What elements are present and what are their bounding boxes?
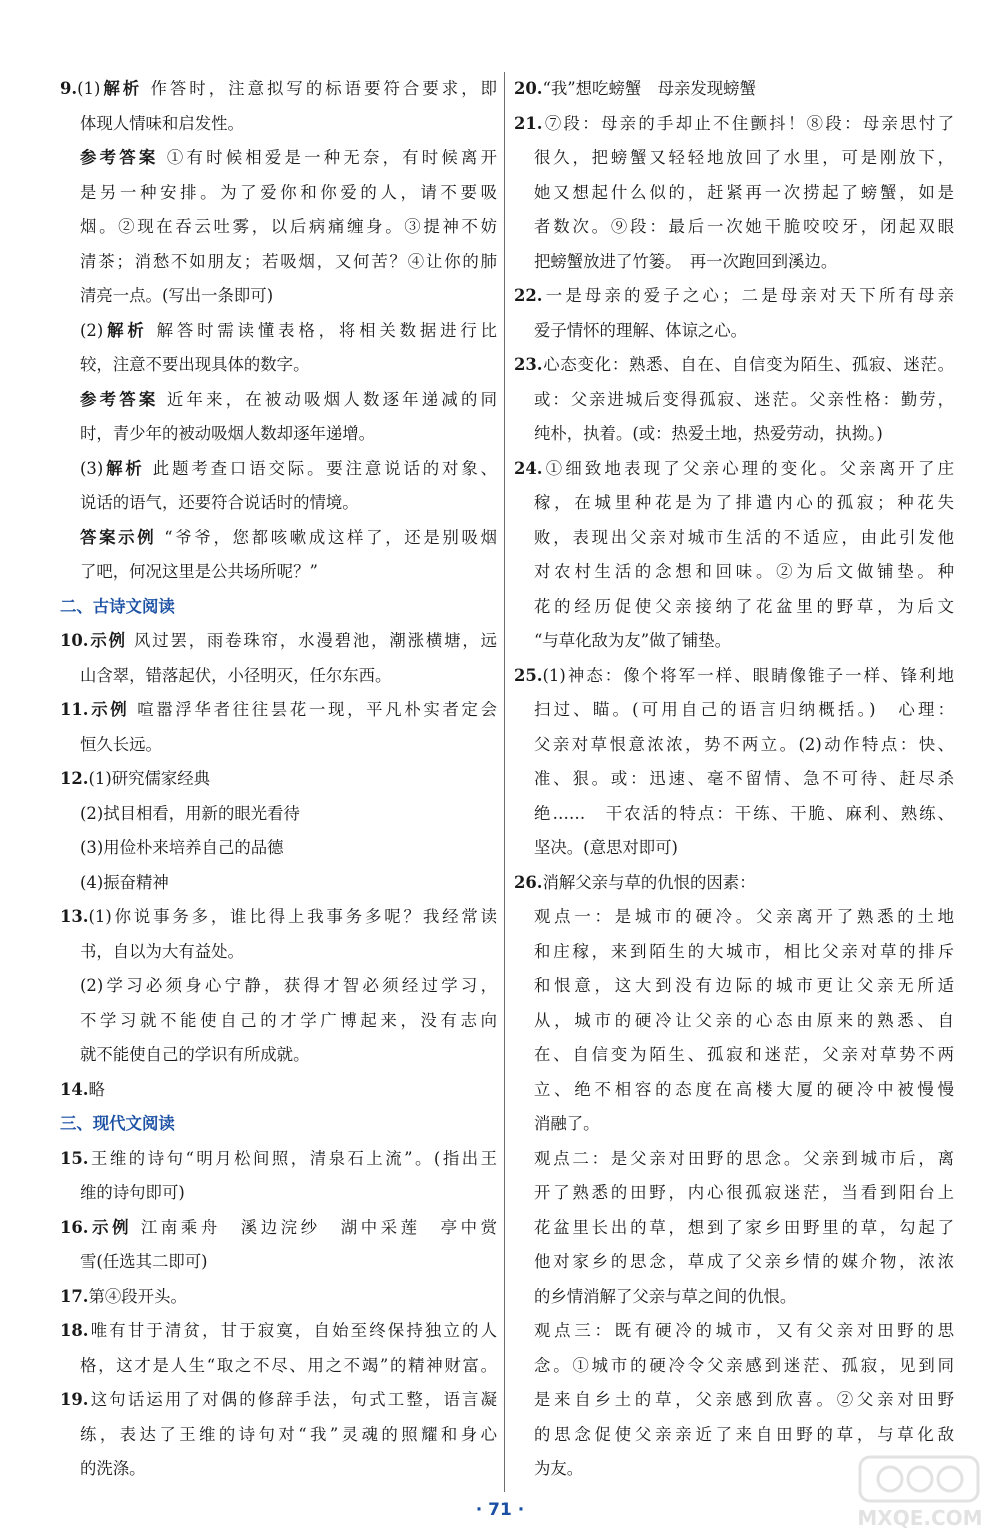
right-line [514, 314, 954, 349]
left-line [60, 659, 497, 694]
answer-text: 维的诗句即可) [80, 1183, 185, 1202]
left-line [60, 831, 497, 866]
left-line [60, 969, 497, 1004]
section-heading: 二、古诗文阅读 [60, 596, 175, 616]
left-line [60, 486, 497, 521]
answer-text: 心态变化：熟悉、自在、自信变为陌生、孤寂、迷茫。 [542, 355, 954, 374]
answer-text: 或：父亲进城后变得孤寂、迷茫。父亲性格：勤劳， [534, 389, 954, 409]
left-line [60, 590, 497, 625]
answer-text: 对农村生活的念想和回味。②为后文做铺垫。种 [534, 562, 954, 581]
right-line [514, 486, 954, 521]
answer-text: 的乡情消解了父亲与草之间的仇恨。 [534, 1286, 797, 1306]
right-line [514, 555, 954, 590]
right-line [514, 141, 954, 176]
answer-text: 消解父亲与草的仇恨的因素： [542, 872, 756, 892]
right-line [514, 797, 954, 832]
answer-text: 是另一种安排。为了爱你和你爱的人，请不要吸 [80, 182, 497, 202]
right-line [514, 1383, 954, 1418]
left-line [60, 141, 497, 176]
question-number: 25. [514, 665, 543, 685]
left-line [60, 1107, 497, 1142]
right-line [514, 521, 954, 556]
answer-text: 父亲对草恨意浓浓，势不两立。(2)动作特点：快、 [534, 734, 954, 754]
page-number-value: 71 [488, 1500, 512, 1520]
right-line [514, 72, 954, 107]
right-line [514, 1073, 954, 1108]
left-line [60, 1452, 497, 1487]
answer-text: (3) [80, 458, 104, 478]
left-line [60, 900, 497, 935]
answer-text: 为友。 [534, 1459, 584, 1478]
answer-text: 的洗涤。 [80, 1459, 146, 1478]
right-line [514, 1038, 954, 1073]
answer-text: 者数次。⑨段：最后一次她干脆咬咬牙，闭起双眼 [534, 217, 954, 236]
answer-text: 近年来，在被动吸烟人数逐年递减的同 [166, 389, 497, 409]
answer-text: (2) [80, 320, 104, 340]
answer-text: (1)神态：像个将军一样、眼睛像锥子一样、锋利地 [542, 665, 954, 685]
left-line [60, 245, 497, 280]
answer-text: 扫过、瞄。(可用自己的语言归纳概括。) 心理： [534, 700, 954, 719]
left-line [60, 314, 497, 349]
answer-text: 书，自以为大有益处。 [80, 941, 244, 961]
question-number: 14. [60, 1079, 89, 1099]
answer-text: 了吧，何况这里是公共场所呢？” [80, 562, 318, 581]
right-line [514, 245, 954, 280]
right-line [514, 176, 954, 211]
left-line [60, 624, 497, 659]
right-line [514, 279, 954, 314]
answer-text: ⑦段：母亲的手却止不住颤抖！⑧段：母亲思忖了 [542, 113, 954, 133]
left-line [60, 1142, 497, 1177]
left-line [60, 417, 497, 452]
question-number: 13. [60, 907, 89, 926]
answer-text: 不学习就不能使自己的才学广博起来，没有志向 [80, 1010, 497, 1030]
left-line [60, 521, 497, 556]
right-column [514, 72, 954, 1487]
right-line [514, 1245, 954, 1280]
right-line [514, 762, 954, 797]
question-number: 26. [514, 872, 543, 892]
answer-label: 解析 [103, 320, 148, 340]
right-line [514, 1004, 954, 1039]
right-line [514, 624, 954, 659]
question-number: 20. [514, 79, 543, 98]
answer-text: 时，青少年的被动吸烟人数却逐年递增。 [80, 424, 376, 443]
answer-text: 爱子情怀的理解、体谅之心。 [534, 320, 748, 340]
question-number: 21. [514, 113, 543, 133]
right-line [514, 1314, 954, 1349]
answer-text: 观点二：是父亲对田野的思念。父亲到城市后，离 [534, 1148, 954, 1168]
answer-text: 立、绝不相容的态度在高楼大厦的硬冷中被慢慢 [534, 1079, 954, 1099]
answer-text: 较，注意不要出现具体的数字。 [80, 355, 310, 374]
left-line [60, 348, 497, 383]
right-line [514, 831, 954, 866]
answer-text: 消融了。 [534, 1114, 600, 1133]
answer-text: 花的经历促使父亲接纳了花盆里的野草，为后文 [534, 596, 954, 616]
answer-text: 的思念促使父亲亲近了来自田野的草，与草化敌 [534, 1424, 954, 1444]
right-line [514, 210, 954, 245]
answer-text: 王维的诗句“明月松间照，清泉石上流”。(指出王 [88, 1148, 497, 1168]
answer-text: 作答时，注意拟写的标语要符合要求，即 [150, 79, 497, 98]
answer-text: (3)用俭朴来培养自己的品德 [80, 838, 284, 857]
answer-text: 很久，把螃蟹又轻轻地放回了水里，可是刚放下， [534, 148, 954, 167]
answer-text: ①有时候相爱是一种无奈，有时候离开 [166, 148, 497, 167]
left-line [60, 107, 497, 142]
question-number: 9. [60, 79, 78, 98]
answer-label: 解析 [103, 458, 145, 478]
answer-label: 参考答案 [80, 389, 159, 409]
right-line [514, 452, 954, 487]
answer-text: “与草化敌为友”做了铺垫。 [534, 631, 732, 650]
right-line [514, 348, 954, 383]
answer-text: 花盆里长出的草，想到了家乡田野里的草，勾起了 [534, 1217, 954, 1237]
answer-text: 坚决。(意思对即可) [534, 838, 678, 857]
right-line [514, 693, 954, 728]
watermark-text: MXQE.COM [857, 1506, 983, 1530]
left-line [60, 1349, 497, 1384]
answer-text: (1) [77, 79, 101, 98]
answer-text: 体现人情味和启发性。 [80, 113, 244, 133]
answer-label: 解析 [100, 79, 143, 98]
answer-label: 示例 [88, 700, 130, 719]
left-line [60, 866, 497, 901]
answer-text: 第④段开头。 [88, 1286, 187, 1306]
left-line [60, 210, 497, 245]
answer-text: 败，表现出父亲对城市生活的不适应，由此引发他 [534, 527, 954, 547]
answer-text: 解答时需读懂表格，将相关数据进行比 [156, 320, 497, 340]
right-line [514, 1349, 954, 1384]
left-line [60, 1280, 497, 1315]
right-line [514, 1142, 954, 1177]
question-number: 18. [60, 1321, 89, 1340]
section-heading: 三、现代文阅读 [60, 1114, 175, 1133]
answer-text: 观点三：既有硬冷的城市，又有父亲对田野的思 [534, 1321, 954, 1340]
left-line [60, 72, 497, 107]
left-line [60, 1383, 497, 1418]
left-line [60, 1038, 497, 1073]
right-line [514, 1418, 954, 1453]
right-line [514, 107, 954, 142]
left-line [60, 1314, 497, 1349]
right-line [514, 417, 954, 452]
answer-text: 练，表达了王维的诗句对“我”灵魂的照耀和身心 [80, 1424, 497, 1444]
answer-text: (2)学习必须身心宁静，获得才智必须经过学习， [80, 976, 497, 995]
left-line [60, 797, 497, 832]
left-line [60, 555, 497, 590]
right-line [514, 969, 954, 1004]
left-line [60, 279, 497, 314]
answer-text: 从，城市的硬冷让父亲的心态由原来的熟悉、自 [534, 1010, 954, 1030]
question-number: 22. [514, 286, 543, 305]
answer-text: 烟。②现在吞云吐雾，以后病痛缠身。③提神不妨 [80, 217, 497, 236]
answer-text: 在、自信变为陌生、孤寂和迷茫，父亲对草势不两 [534, 1045, 954, 1064]
left-line [60, 1211, 497, 1246]
answer-text: 此题考查口语交际。要注意说话的对象、 [152, 458, 497, 478]
answer-text: 和庄稼，来到陌生的大城市，相比父亲对草的排斥 [534, 941, 954, 961]
answer-text: 绝…… 干农活的特点：干练、干脆、麻利、熟练、 [534, 803, 954, 823]
question-number: 16. [60, 1217, 89, 1237]
question-number: 24. [514, 458, 543, 478]
answer-text: 她又想起什么似的，赶紧再一次捞起了螃蟹，如是 [534, 182, 954, 202]
left-line [60, 1004, 497, 1039]
right-line [514, 866, 954, 901]
answer-text: 清亮一点。(写出一条即可) [80, 286, 274, 305]
answer-label: 答案示例 [80, 527, 157, 547]
answer-text: 这句话运用了对偶的修辞手法，句式工整，语言凝 [88, 1390, 497, 1409]
answer-text: 说话的语气，还要符合说话时的情境。 [80, 493, 359, 512]
answer-text: 就不能使自己的学识有所成就。 [80, 1045, 310, 1064]
answer-label: 示例 [88, 1217, 133, 1237]
left-line [60, 1418, 497, 1453]
answer-text: 喧嚣浮华者往往昙花一现，平凡朴实者定会 [137, 700, 497, 719]
left-line [60, 728, 497, 763]
left-line [60, 693, 497, 728]
answer-text: (2)拭目相看，用新的眼光看待 [80, 803, 300, 823]
question-number: 10. [60, 631, 89, 650]
right-line [514, 1280, 954, 1315]
answer-text: 纯朴，执着。(或：热爱土地，热爱劳动，执拗。) [534, 424, 883, 443]
answer-text: 和恨意，这大到没有边际的城市更让父亲无所适 [534, 976, 954, 995]
answer-text: 他对家乡的思念，草成了父亲乡情的媒介物，浓浓 [534, 1252, 954, 1271]
answer-text: 一是母亲的爱子之心；二是母亲对天下所有母亲 [542, 286, 954, 305]
right-line [514, 590, 954, 625]
left-line [60, 1245, 497, 1280]
left-line [60, 1176, 497, 1211]
column-divider [504, 72, 505, 1492]
question-number: 17. [60, 1286, 89, 1306]
answer-text: 风过罢，雨卷珠帘，水漫碧池，潮涨横塘，远 [133, 631, 497, 650]
right-line [514, 900, 954, 935]
right-line [514, 383, 954, 418]
watermark-logo [854, 1453, 986, 1531]
page-number: · 71 · [475, 1500, 525, 1520]
answer-text: ①细致地表现了父亲心理的变化。父亲离开了庄 [542, 458, 954, 478]
left-line [60, 1073, 497, 1108]
answer-label: 示例 [88, 631, 127, 650]
question-number: 23. [514, 355, 543, 374]
answer-text: (1)你说事务多，谁比得上我事务多呢？我经常读 [88, 907, 497, 926]
question-number: 15. [60, 1148, 89, 1168]
left-line [60, 452, 497, 487]
right-line [514, 728, 954, 763]
question-number: 11. [60, 700, 89, 719]
answer-text: (1)研究儒家经典 [88, 769, 211, 788]
answer-text: 稼，在城里种花是为了排遣内心的孤寂；种花失 [534, 493, 954, 512]
right-line [514, 935, 954, 970]
left-line [60, 935, 497, 970]
answer-text: 开了熟悉的田野，内心很孤寂迷茫，当看到阳台上 [534, 1183, 954, 1202]
answer-text: 准、狠。或：迅速、毫不留情、急不可待、赶尽杀 [534, 769, 954, 788]
answer-text: “爷爷，您都咳嗽成这样了，还是别吸烟 [164, 527, 497, 547]
left-line [60, 762, 497, 797]
answer-text: 雪(任选其二即可) [80, 1252, 208, 1271]
answer-text: 清茶；消愁不如朋友；若吸烟，又何苦？④让你的肺 [80, 251, 497, 271]
answer-text: 把螃蟹放进了竹篓。 再一次跑回到溪边。 [534, 251, 838, 271]
left-column [60, 72, 497, 1487]
answer-text: 江南乘舟 溪边浣纱 湖中采莲 亭中赏 [140, 1217, 497, 1237]
answer-text: 唯有甘于清贫，甘于寂寞，自始至终保持独立的人 [88, 1321, 497, 1340]
answer-text: 念。①城市的硬冷令父亲感到迷茫、孤寂，见到同 [534, 1355, 954, 1375]
question-number: 12. [60, 769, 89, 788]
right-line [514, 1107, 954, 1142]
answer-text: (4)振奋精神 [80, 872, 169, 892]
answer-text: “我”想吃螃蟹 母亲发现螃蟹 [542, 79, 756, 98]
answer-text: 山含翠，错落起伏，小径明灭，任尔东西。 [80, 665, 392, 685]
question-number: 19. [60, 1390, 89, 1409]
answer-text: 格，这才是人生“取之不尽、用之不竭”的精神财富。 [80, 1355, 497, 1375]
answer-text: 观点一：是城市的硬冷。父亲离开了熟悉的土地 [534, 907, 954, 926]
answer-label: 参考答案 [80, 148, 159, 167]
left-line [60, 176, 497, 211]
right-line [514, 1176, 954, 1211]
left-line [60, 383, 497, 418]
answer-text: 是来自乡土的草，父亲感到欣喜。②父亲对田野 [534, 1390, 954, 1409]
answer-text: 恒久长远。 [80, 734, 162, 754]
right-line [514, 1211, 954, 1246]
answer-text: 略 [88, 1079, 105, 1099]
right-line [514, 659, 954, 694]
